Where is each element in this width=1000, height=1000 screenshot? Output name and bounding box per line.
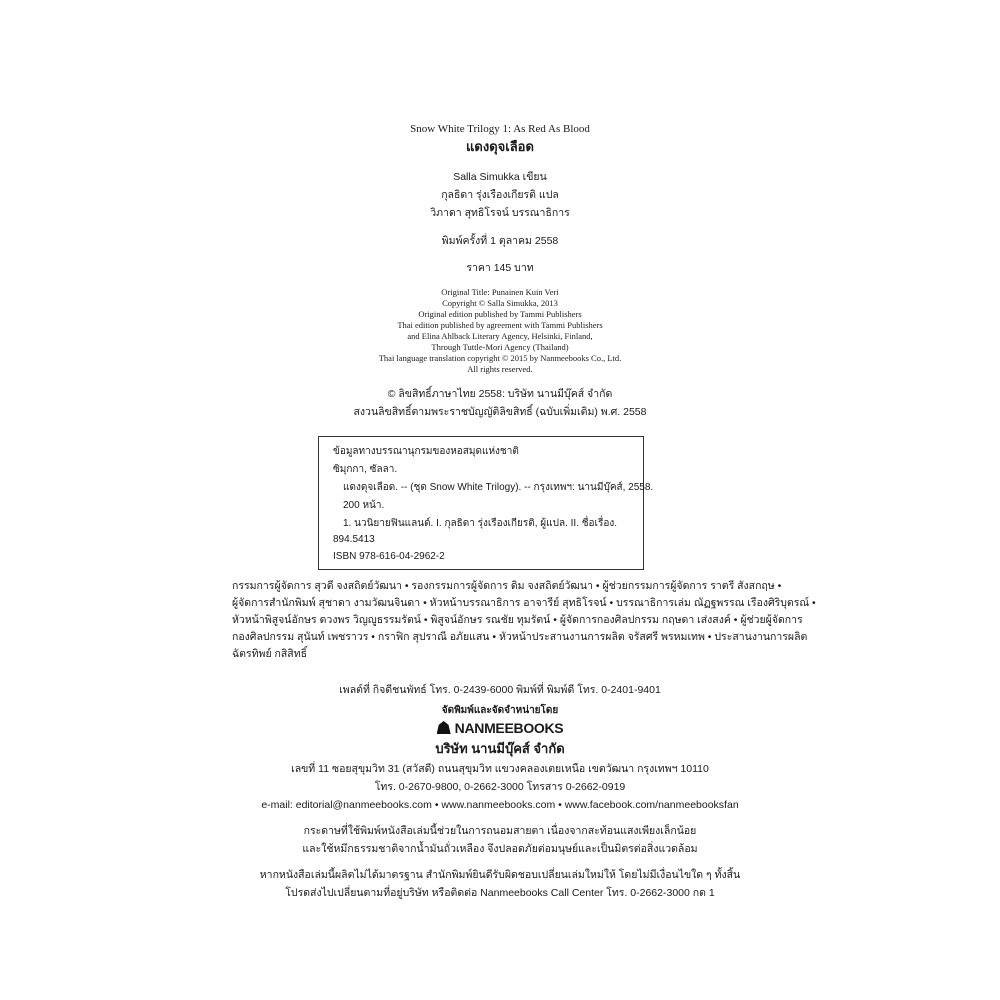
printing-info: เพลต์ที่ กิจดีชนพัทธ์ โทร. 0-2439-6000 พิมพ์ที่ พิมพ์ดี โทร. 0-2401-9401 bbox=[339, 684, 661, 696]
cip-author: ซิมุกกา, ซัลลา. bbox=[333, 464, 398, 475]
copyright-line: All rights reserved. bbox=[467, 364, 533, 374]
copyright-line: Thai language translation copyright © 2015 by Nanmeebooks Co., Ltd. bbox=[378, 353, 622, 363]
publisher-address: เลขที่ 11 ซอยสุขุมวิท 31 (สวัสดี) ถนนสุขุมวิท แขวงคลองเตยเหนือ เขตวัฒนา กรุงเทพฯ 10110 bbox=[291, 763, 709, 775]
publisher-phone: โทร. 0-2670-9800, 0-2662-3000 โทรสาร 0-2662-0919 bbox=[374, 781, 626, 793]
defect-notice-line: หากหนังสือเล่มนี้ผลิตไม่ได้มาตรฐาน สำนักพิมพ์ยินดีรับผิดชอบเปลี่ยนเล่มใหม่ให้ โดยไม่มีเงื่อนไขใด ๆ ทั้งสิ้น bbox=[259, 869, 741, 881]
thai-copyright-line: © ลิขสิทธิ์ภาษาไทย 2558: บริษัท นานมีบุ๊คส์ จำกัด bbox=[387, 388, 613, 400]
copyright-line: Original Title: Punainen Kuin Veri bbox=[441, 287, 559, 297]
cip-isbn: ISBN 978-616-04-2962-2 bbox=[333, 551, 445, 562]
cip-title: แดงดุจเลือด. -- (ชุด Snow White Trilogy). -- กรุงเทพฯ: นานมีบุ๊คส์, 2558. bbox=[343, 482, 654, 493]
publisher-logo bbox=[0, 720, 1000, 736]
publisher-contact: e-mail: editorial@nanmeebooks.com • www.nanmeebooks.com • www.facebook.com/nanmeebooksfan bbox=[261, 799, 739, 811]
copyright-line: Original edition published by Tammi Publishers bbox=[418, 309, 582, 319]
copyright-line: Thai edition published by agreement with Tammi Publishers bbox=[397, 320, 603, 330]
cip-classification: 894.5413 bbox=[333, 534, 375, 545]
publisher-company: บริษัท นานมีบุ๊คส์ จำกัด bbox=[435, 741, 565, 756]
eco-notice-line: กระดาษที่ใช้พิมพ์หนังสือเล่มนี้ช่วยในการถนอมสายตา เนื่องจากสะท้อนแสงเพียงเล็กน้อย bbox=[303, 825, 697, 837]
staff-credits bbox=[232, 578, 816, 663]
series-title: Snow White Trilogy 1: As Red As Blood bbox=[410, 123, 590, 135]
thai-book-title: แดงดุจเลือด bbox=[466, 139, 534, 154]
distributed-by: จัดพิมพ์และจัดจำหน่ายโดย bbox=[441, 705, 559, 716]
staff-line: ผู้จัดการสำนักพิมพ์ สุชาดา งามวัฒนจินดา • หัวหน้าบรรณาธิการ อาจารีย์ สุทธิโรจน์ • บรรณาธิการเล่ม ณัฏฐพรรณ เรืองศิริบุตรณ์ • bbox=[232, 597, 816, 609]
thai-copyright-line: สงวนลิขสิทธิ์ตามพระราชบัญญัติลิขสิทธิ์ (ฉบับเพิ่มเติม) พ.ศ. 2558 bbox=[353, 406, 647, 418]
defect-notice-line: โปรดส่งไปเปลี่ยนตามที่อยู่บริษัท หรือติดต่อ Nanmeebooks Call Center โทร. 0-2662-3000 กด 1 bbox=[285, 887, 715, 899]
staff-line: กรรมการผู้จัดการ สุวดี จงสถิตย์วัฒนา • รองกรรมการผู้จัดการ ดิม จงสถิตย์วัฒนา • ผู้ช่วยกรรมการผู้จัดการ ราตรี สังสกฤษ • bbox=[232, 580, 782, 592]
cip-subjects: 1. นวนิยายฟินแลนด์. I. กุลธิดา รุ่งเรืองเกียรติ, ผู้แปล. II. ชื่อเรื่อง. bbox=[343, 518, 618, 529]
staff-line: ฉัตรทิพย์ กสิสิทธิ์ bbox=[232, 648, 308, 660]
author-line: Salla Simukka เขียน bbox=[453, 171, 547, 183]
cip-heading: ข้อมูลทางบรรณานุกรมของหอสมุดแห่งชาติ bbox=[333, 446, 519, 457]
staff-line: หัวหน้าพิสูจน์อักษร ดวงพร วิญญูธรรมรัตน์ • พิสูจน์อักษร รณชัย ทุมรัตน์ • ผู้จัดการกองศิลปกรรม กฤษดา เส่งสงค์ • ผู้ช่วยผู้จัดการ bbox=[232, 614, 803, 626]
translator-line: กุลธิดา รุ่งเรืองเกียรติ แปล bbox=[441, 189, 559, 201]
price-line: ราคา 145 บาท bbox=[466, 262, 534, 274]
copyright-line: Copyright © Salla Simukka, 2013 bbox=[442, 298, 558, 308]
eco-notice-line: และใช้หมึกธรรมชาติจากน้ำมันถั่วเหลือง จึงปลอดภัยต่อมนุษย์และเป็นมิตรต่อสิ่งแวดล้อม bbox=[302, 843, 698, 855]
staff-line: กองศิลปกรรม สุนันท์ เพชราวร • กราฟิก สุปราณี อภัยแสน • หัวหน้าประสานงานการผลิต จรัสศรี พรหมเทพ • ประสานงานการผลิต bbox=[232, 631, 808, 643]
copyright-line: and Elina Ahlback Literary Agency, Helsinki, Finland, bbox=[407, 331, 593, 341]
edition-line: พิมพ์ครั้งที่ 1 ตุลาคม 2558 bbox=[441, 235, 559, 247]
publisher-logo-text: NANMEEBOOKS bbox=[454, 720, 564, 736]
cip-data-box bbox=[318, 436, 654, 570]
editor-line: วิภาดา สุทธิโรจน์ บรรณาธิการ bbox=[430, 207, 570, 219]
cip-pages: 200 หน้า. bbox=[343, 500, 385, 511]
copyright-line: Through Tuttle-Mori Agency (Thailand) bbox=[431, 342, 569, 352]
nanmeebooks-logo-icon bbox=[437, 721, 451, 734]
